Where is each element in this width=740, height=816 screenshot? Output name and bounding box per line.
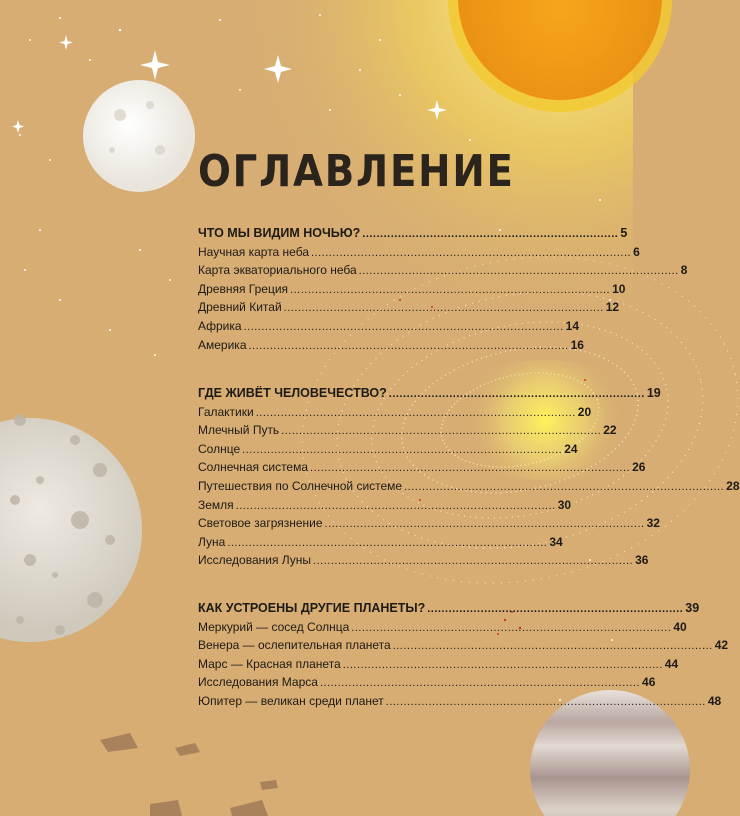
toc-item[interactable]: Луна .......................................................................................... 34 (198, 534, 563, 549)
toc-item[interactable]: Земля .......................................................................................... 30 (198, 497, 572, 512)
page-title: ОГЛАВЛЕНИЕ (198, 146, 515, 197)
toc-heading[interactable]: КАК УСТРОЕНЫ ДРУГИЕ ПЛАНЕТЫ? ........................................................................ 39 (198, 601, 700, 615)
toc-heading-label: ГДЕ ЖИВЁТ ЧЕЛОВЕЧЕСТВО? (198, 386, 387, 400)
toc-item[interactable]: Исследования Луны .......................................................................................... 36 (198, 553, 649, 568)
toc-item[interactable]: Карта экваториального неба .......................................................................................... 8 (198, 263, 688, 278)
toc-section-3 (198, 593, 729, 708)
toc-heading-page: 39 (685, 601, 700, 615)
toc-item[interactable]: Галактики .......................................................................................... 20 (198, 404, 592, 419)
toc-heading-page: 5 (620, 226, 628, 240)
toc-item[interactable]: Солнечная система .......................................................................................... 26 (198, 460, 646, 475)
toc-item[interactable]: Америка .......................................................................................... 16 (198, 337, 584, 352)
toc-item[interactable]: Венера — ослепительная планета .......................................................................................... 42 (198, 638, 729, 653)
toc-item[interactable]: Древний Китай .......................................................................................... 12 (198, 300, 620, 315)
toc-item[interactable]: Солнце .......................................................................................... 24 (198, 441, 578, 456)
toc-item[interactable]: Исследования Марса .......................................................................................... 46 (198, 675, 656, 690)
toc-heading-label: КАК УСТРОЕНЫ ДРУГИЕ ПЛАНЕТЫ? (198, 601, 426, 615)
toc-heading[interactable]: ГДЕ ЖИВЁТ ЧЕЛОВЕЧЕСТВО? ........................................................................ 19 (198, 386, 661, 400)
toc-item[interactable]: Меркурий — сосед Солнца .......................................................................................... 40 (198, 619, 687, 634)
toc-item[interactable]: Путешествия по Солнечной системе .......................................................................................... 28 (198, 478, 740, 493)
toc-heading-label: ЧТО МЫ ВИДИМ НОЧЬЮ? (198, 226, 361, 240)
toc-item[interactable]: Юпитер — великан среди планет .......................................................................................... 48 (198, 693, 722, 708)
toc-item[interactable]: Марс — Красная планета .......................................................................................... 44 (198, 656, 679, 671)
toc-item[interactable]: Африка .......................................................................................... 14 (198, 318, 579, 333)
toc-item[interactable]: Научная карта неба .......................................................................................... 6 (198, 244, 640, 259)
toc-item[interactable]: Млечный Путь .......................................................................................... 22 (198, 423, 617, 438)
small-moon (83, 80, 195, 192)
toc-item[interactable]: Древняя Греция .......................................................................................... 10 (198, 281, 626, 296)
toc-item[interactable]: Световое загрязнение .......................................................................................... 32 (198, 516, 660, 531)
toc-section-2 (198, 378, 740, 568)
toc-section-1 (198, 218, 688, 352)
toc-heading[interactable]: ЧТО МЫ ВИДИМ НОЧЬЮ? ........................................................................ 5 (198, 226, 628, 240)
toc-heading-page: 19 (646, 386, 661, 400)
